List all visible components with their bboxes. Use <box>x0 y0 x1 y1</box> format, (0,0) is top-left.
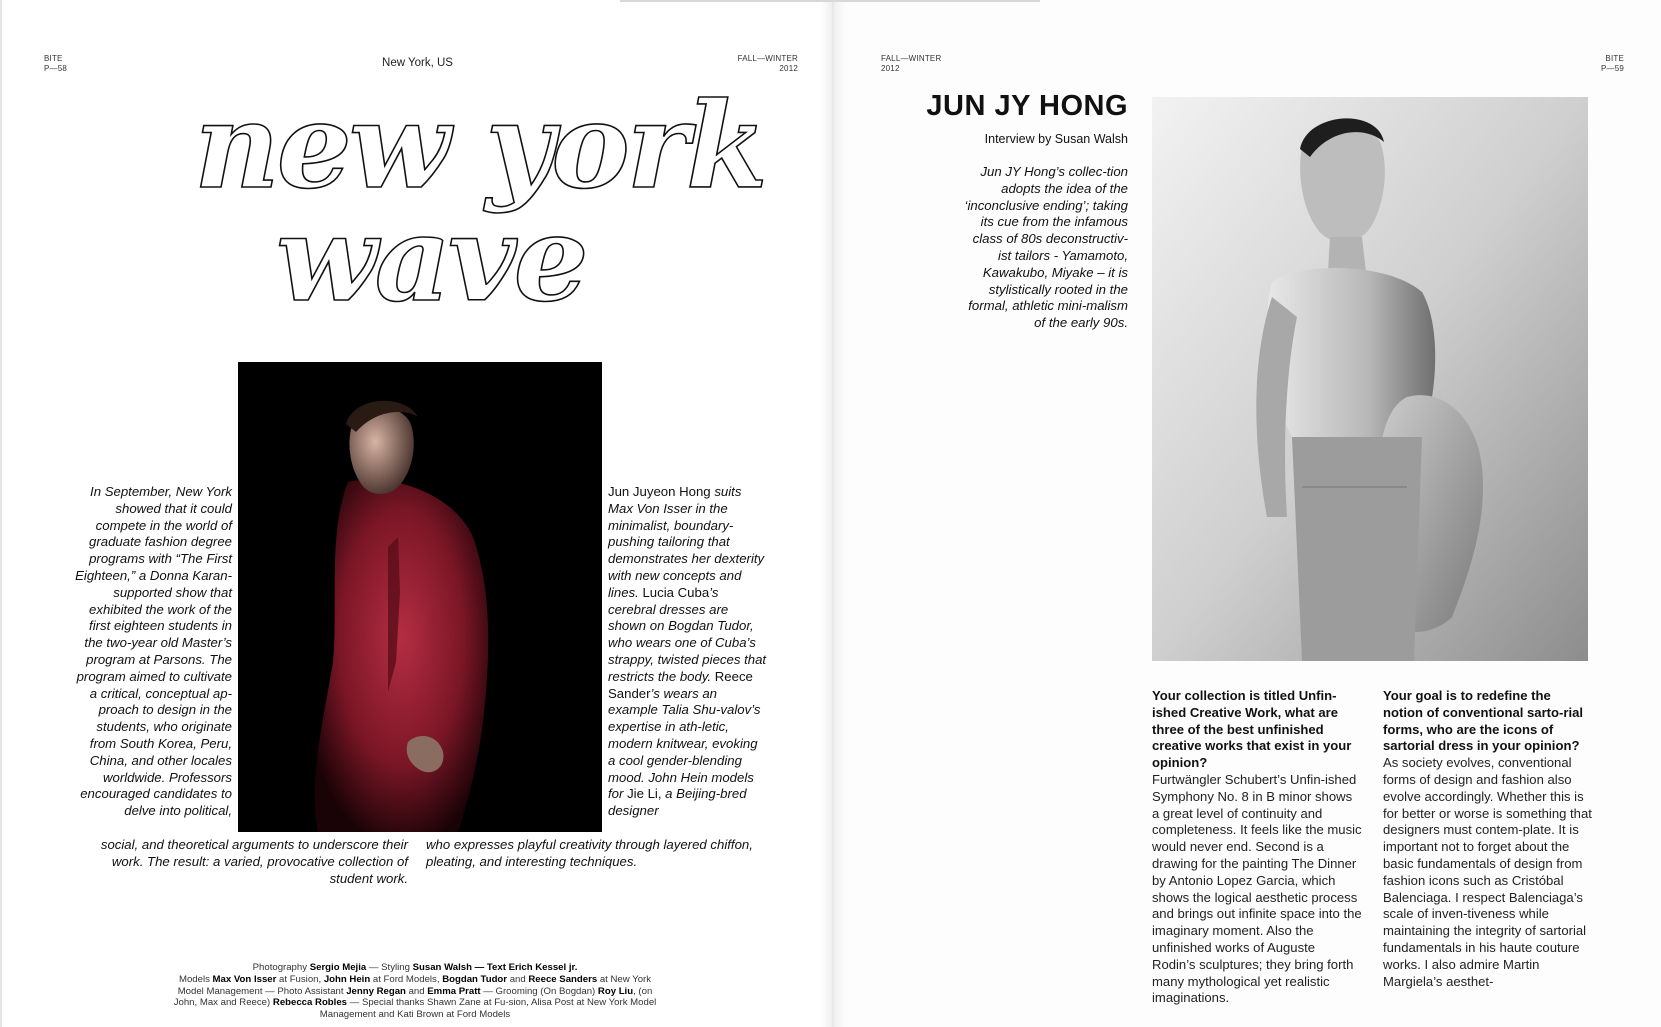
answer-2: As society evolves, conventional forms of design and fashion also evolve accordingly. Whether this is for better or worse is something that designers must contem-plate. It is important not to forget about the basic fundamentals of design from fashion icons such as Cristóbal Balenciaga. I respect Balenciaga’s scale of inven-tiveness while maintaining the integrity of sartorial fundamentals in his haute couture works. I also admire Martin Margiela’s aesthet- <box>1383 755 1592 989</box>
folio-season-right: FALL—WINTER 2012 <box>881 54 942 73</box>
headline-blackletter <box>180 76 765 328</box>
byline: Interview by Susan Walsh <box>984 132 1128 146</box>
article-intro: Jun JY Hong’s collec-tion adopts the idea of the ‘inconclusive ending’; taking its cue from the infamous class of 80s deconstructiv-ist tailors - Yamamoto, Kawakubo, Miyake – it is stylistically rooted in the formal, athletic mini-malism of the early 90s. <box>964 164 1128 331</box>
portrait-illustration <box>1152 97 1588 661</box>
photo-illustration <box>238 362 602 832</box>
question-2: Your goal is to redefine the notion of conventional sarto-rial forms, who are the icons of sartorial dress in your opinion? <box>1383 688 1584 754</box>
intro-continuation-left: social, and theoretical arguments to underscore their work. The result: a varied, provocative collection of student work. <box>100 837 408 886</box>
dateline: New York, US <box>382 57 453 69</box>
intro-column-left: In September, New York showed that it could compete in the world of graduate fashion degree programs with “The First Eighteen,” a Donna Karan-supported show that exhibited the work of the first eighteen students in the two-year old Master’s program at Parsons. The program aimed to cultivate a critical, conceptual ap-proach to design in the students, who originate from South Korea, Peru, China, and other locales worldwide. Professors encouraged candidates to delve into political, <box>75 484 232 819</box>
page-top-edge <box>620 0 1040 2</box>
model-in-red-shirt-photo <box>238 362 602 832</box>
answer-1: Furtwängler Schubert’s Unfin-ished Symphony No. 8 in B minor shows a great level of continuity and completeness. It feels like the music would never end. Second is a drawing for the painting The Dinner by Antonio Lopez Garcia, which shows the logical aesthetic process and brings out infinite space into the imaginary moment. Also the unfinished works of Auguste Rodin’s sculptures; they bring forth many mythological yet realistic imaginations. <box>1152 771 1362 1006</box>
intro-continuation-right: who expresses playful creativity through layered chiffon, pleating, and interesting techniques. <box>426 837 753 869</box>
folio-left: BITE P—58 <box>44 54 68 73</box>
page-gutter <box>820 0 846 1027</box>
photo-credits: Photography Sergio Mejia — Styling Susan Walsh — Text Erich Kessel jr. Models Max Von Isser at Fusion, John Hein at Ford Models, Bogdan Tudor and Reece Sanders at New York Model Management — Photo Assistant Jenny Regan and Emma Pratt — Grooming (On Bogdan) Roy Liu, (on John, Max and Reece) Rebecca Robles — Special thanks Shawn Zane at Fu-sion, Alisa Post at New York Model Management and Kati Brown at Ford Models <box>173 962 657 1021</box>
question-1: Your collection is titled Unfin-ished Creative Work, what are three of the best unfinished creative works that exist in your opinion? <box>1152 688 1352 771</box>
headline <box>180 76 765 328</box>
folio-season: FALL—WINTER 2012 <box>737 54 798 73</box>
headline-line2: wave <box>276 189 586 328</box>
qa-block-2 <box>1383 688 1593 990</box>
headline-line1: new york <box>194 76 765 215</box>
intro-column-right: Jun Juyeon Hong suits Max Von Isser in the minimalist, boundary-pushing tailoring that demonstrates her dexterity with new concepts and lines. Lucia Cuba’s cerebral dresses are shown on Bogdan Tudor, who wears one of Cuba’s strappy, twisted pieces that restricts the body. Reece Sander’s wears an example Talia Shu-valov’s expertise in ath-letic, modern knitwear, evoking a cool gender-blending mood. John Hein models for Jie Li, a Beijing-bred designer <box>608 484 767 819</box>
folio-right: BITE P—59 <box>1600 54 1624 73</box>
designer-portrait-photo <box>1152 97 1588 661</box>
qa-block-1 <box>1152 688 1362 1007</box>
page-edge <box>0 0 2 1027</box>
article-title: JUN JY HONG <box>926 90 1128 122</box>
